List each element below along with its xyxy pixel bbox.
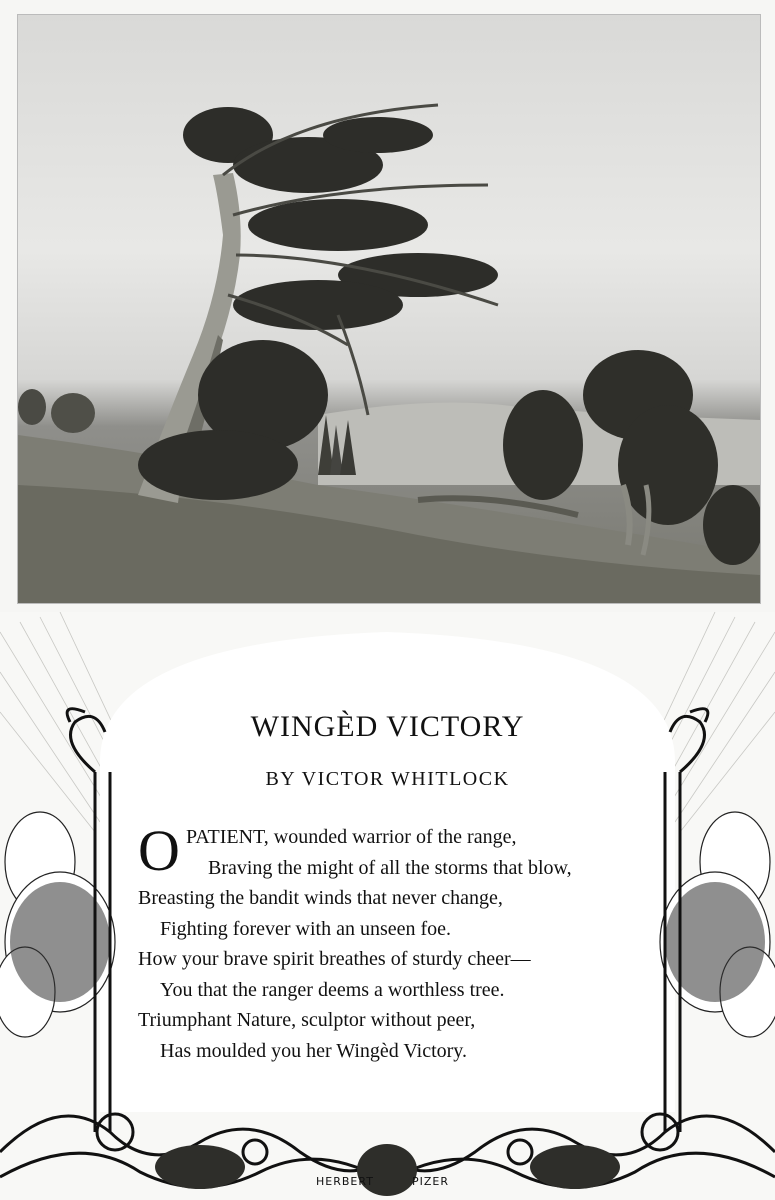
poem-author: BY VICTOR WHITLOCK bbox=[265, 768, 510, 790]
tree-illustration bbox=[18, 15, 760, 603]
poem-title: WINGÈD VICTORY bbox=[250, 710, 525, 743]
poem-line: Breasting the bandit winds that never change, bbox=[138, 887, 503, 909]
poem-body bbox=[138, 818, 658, 1066]
poem-line: PATIENT, wounded warrior of the range, bbox=[186, 826, 517, 848]
drop-cap: O bbox=[138, 818, 180, 883]
poem-line: Fighting forever with an unseen foe. bbox=[160, 917, 452, 940]
tree-photograph bbox=[17, 14, 761, 604]
poem-line: Braving the might of all the storms that blow, bbox=[208, 856, 572, 879]
poem-line: Triumphant Nature, sculptor without peer, bbox=[138, 1009, 476, 1031]
artist-signature-last: PIZER bbox=[412, 1175, 450, 1188]
poem-line: How your brave spirit breathes of sturdy cheer— bbox=[138, 948, 531, 970]
artist-signature-first: HERBERT bbox=[316, 1175, 374, 1188]
poem-line: Has moulded you her Wingèd Victory. bbox=[160, 1039, 468, 1062]
poem-line: You that the ranger deems a worthless tree. bbox=[160, 978, 505, 1001]
